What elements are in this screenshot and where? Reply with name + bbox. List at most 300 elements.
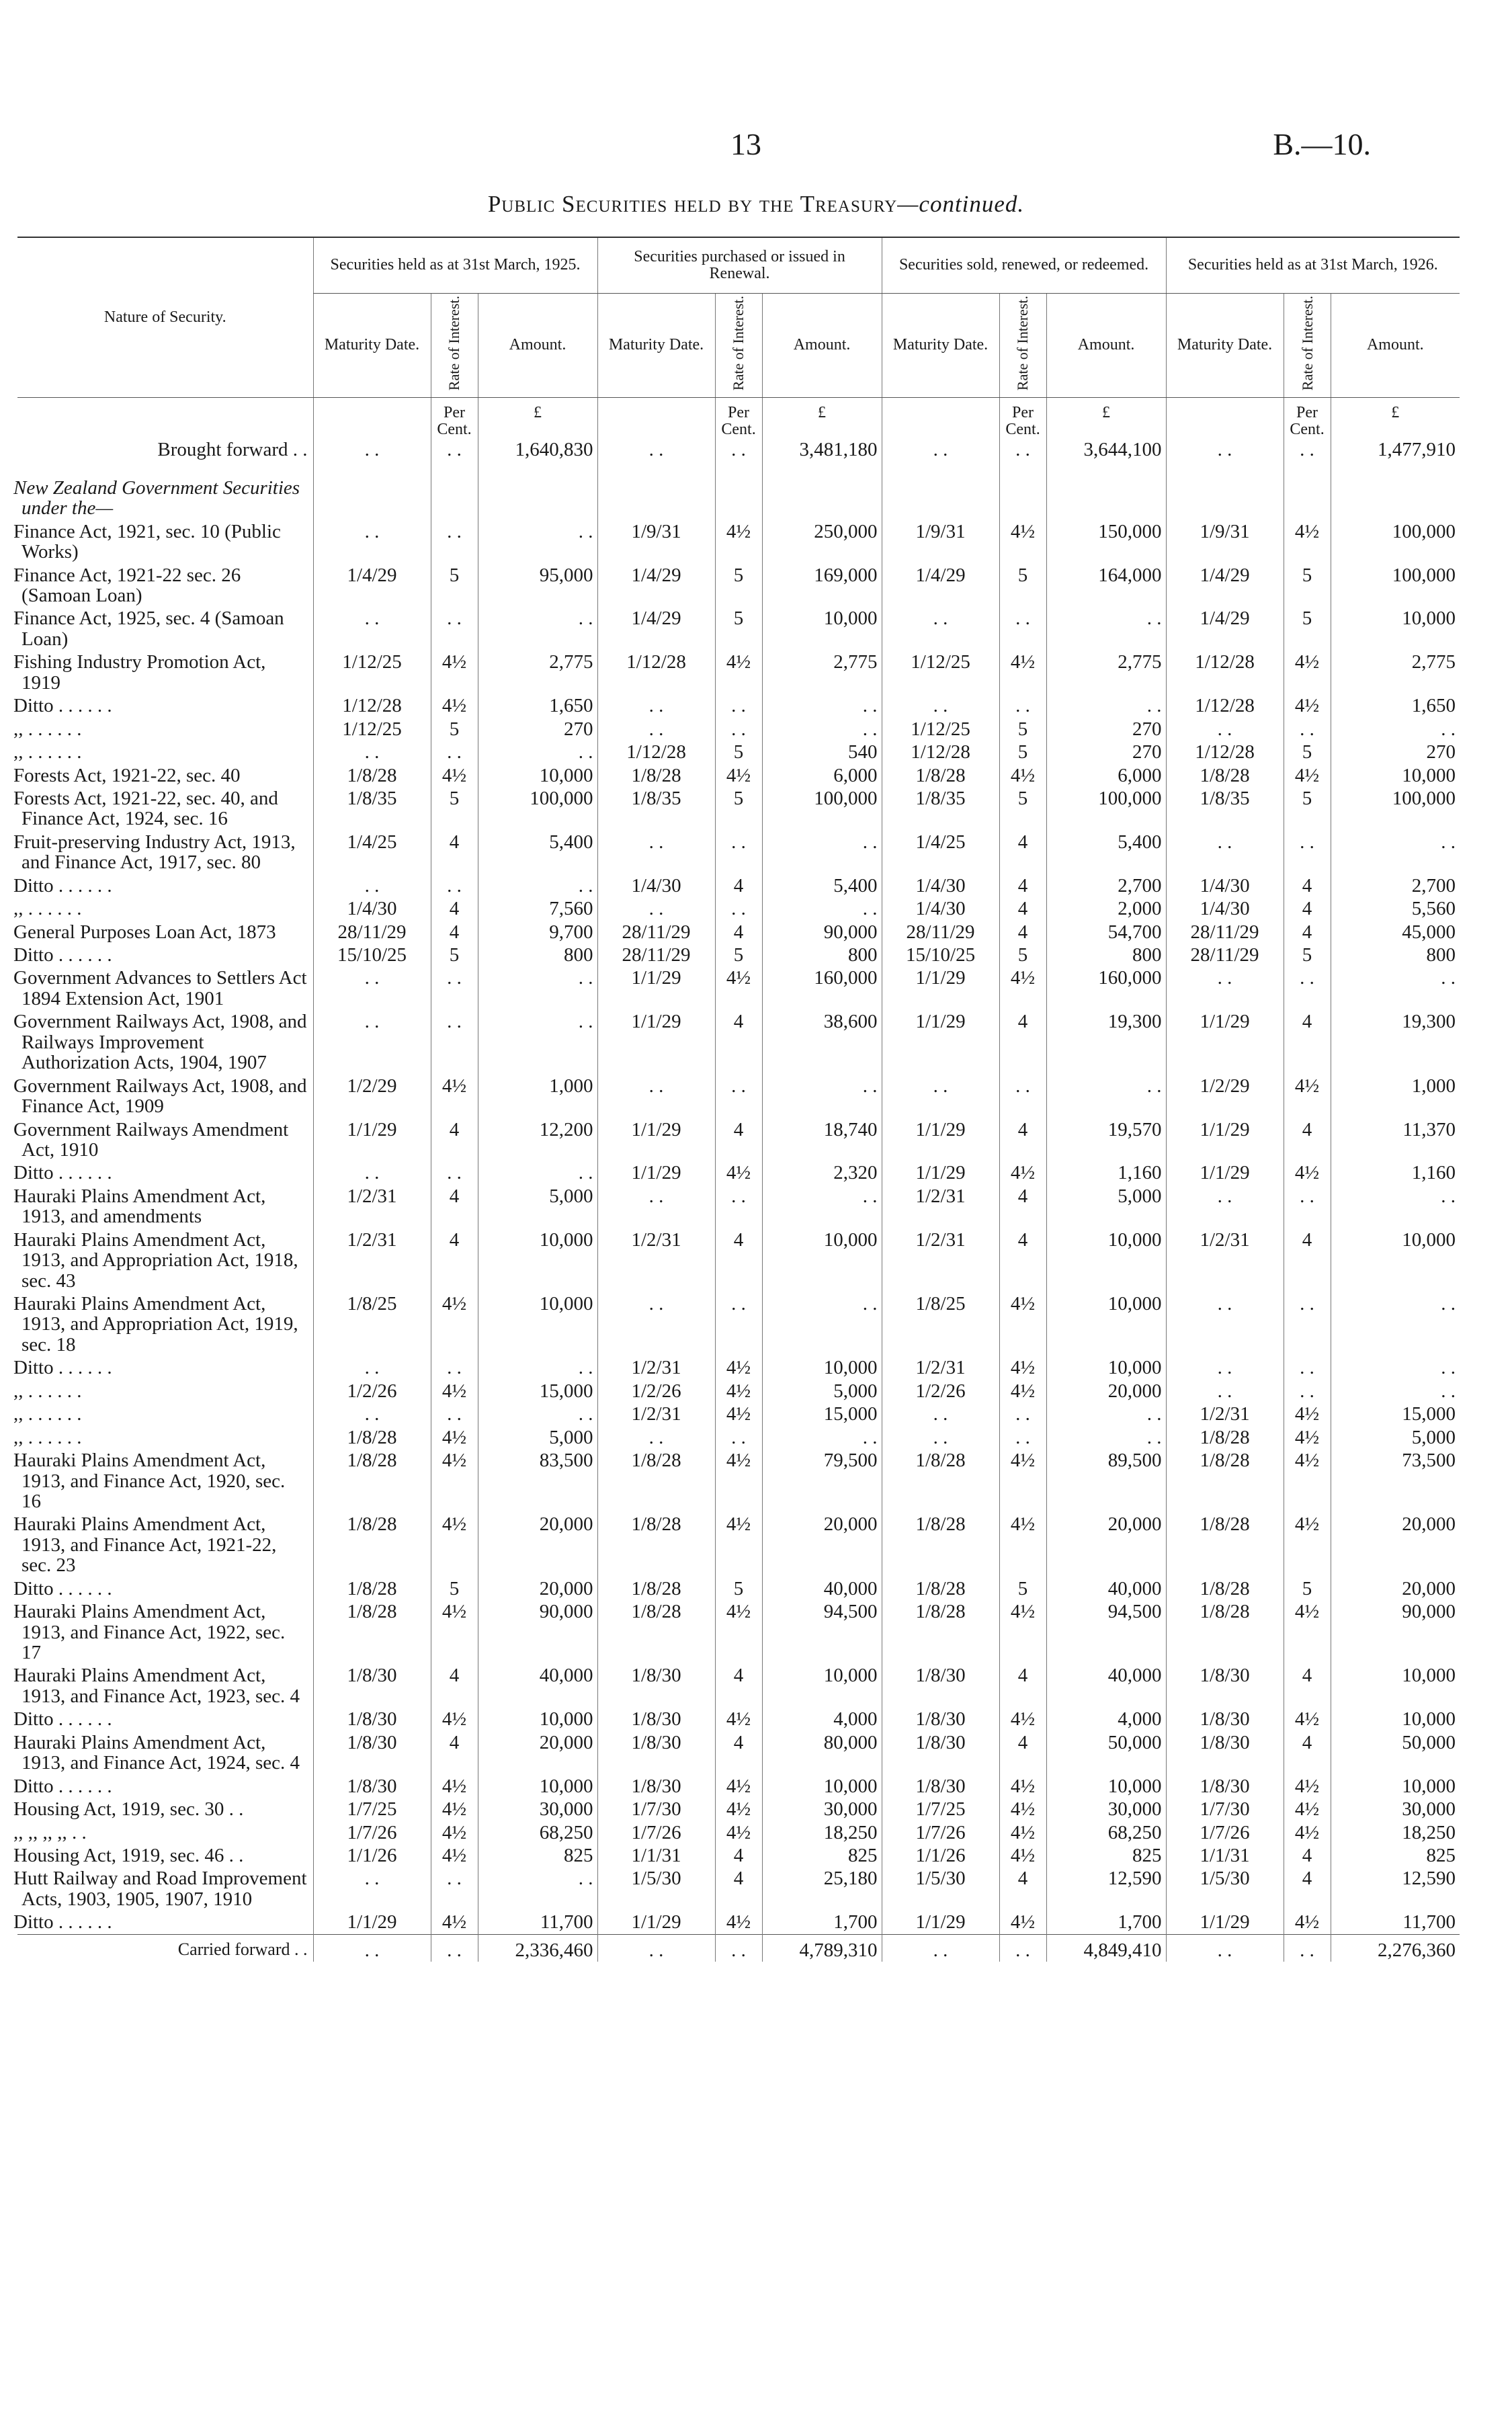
units-blank xyxy=(17,398,313,440)
held-1926-amount-cell: 1,650 xyxy=(1331,694,1460,717)
maturity-header: Maturity Date. xyxy=(1166,294,1284,398)
held-1926-rate-cell: . . xyxy=(1284,1934,1331,1962)
purchased-rate-cell: 4 xyxy=(715,1118,762,1162)
purchased-maturity-cell: 1/8/28 xyxy=(597,1449,715,1513)
held-1926-maturity-cell: 1/8/30 xyxy=(1166,1708,1284,1730)
held-1925-maturity-cell: 1/8/28 xyxy=(313,764,431,787)
purchased-maturity-cell: 1/8/28 xyxy=(597,764,715,787)
held-1925-amount-cell: . . xyxy=(478,1867,597,1911)
sold-maturity-cell: 1/8/28 xyxy=(882,764,999,787)
sold-maturity-cell: . . xyxy=(882,1934,999,1962)
sold-rate-cell: 4 xyxy=(999,1228,1046,1292)
table-row xyxy=(17,1356,1460,1379)
sold-amount-cell: 4,849,410 xyxy=(1046,1934,1166,1962)
security-name: Hauraki Plains Amendment Act, 1913, and Finance Act, 1924, sec. 4 xyxy=(13,1731,300,1774)
held-1926-rate-cell: 4½ xyxy=(1284,1403,1331,1425)
sold-amount-cell: 270 xyxy=(1046,718,1166,741)
table-row xyxy=(17,1911,1460,1934)
purchased-maturity-cell: 1/1/29 xyxy=(597,1010,715,1074)
sold-amount-cell: 150,000 xyxy=(1046,520,1166,564)
table-row xyxy=(17,1513,1460,1577)
held-1926-amount-cell: . . xyxy=(1331,1292,1460,1356)
purchased-amount-cell: . . xyxy=(762,1426,882,1449)
table-row xyxy=(17,1664,1460,1708)
table-row xyxy=(17,787,1460,831)
held-1925-rate-cell: 4½ xyxy=(431,1911,478,1934)
held-1926-amount-cell: 10,000 xyxy=(1331,607,1460,651)
held-1926-amount-cell: 11,370 xyxy=(1331,1118,1460,1162)
held-1925-maturity-cell: 1/2/31 xyxy=(313,1228,431,1292)
purchased-amount-cell: 20,000 xyxy=(762,1513,882,1577)
held-1925-rate-cell: 4½ xyxy=(431,1292,478,1356)
purchased-maturity-cell: . . xyxy=(597,718,715,741)
sold-maturity-cell: 1/8/30 xyxy=(882,1708,999,1730)
purchased-amount-cell: 10,000 xyxy=(762,607,882,651)
purchased-maturity-cell: 28/11/29 xyxy=(597,921,715,944)
held-1926-maturity-cell: 1/4/29 xyxy=(1166,564,1284,608)
held-1926-rate-cell: 4 xyxy=(1284,1731,1331,1775)
units-per-cent: Per Cent. xyxy=(431,398,478,440)
purchased-rate-cell: . . xyxy=(715,440,762,476)
purchased-maturity-cell: 1/7/26 xyxy=(597,1821,715,1844)
held-1925-rate-cell: 4½ xyxy=(431,764,478,787)
held-1925-rate-cell: . . xyxy=(431,1356,478,1379)
held-1926-maturity-cell: . . xyxy=(1166,718,1284,741)
held-1926-rate-cell: . . xyxy=(1284,1380,1331,1403)
held-1925-maturity-cell: . . xyxy=(313,607,431,651)
sold-rate-cell: 4½ xyxy=(999,520,1046,564)
held-1925-amount-cell: 5,000 xyxy=(478,1426,597,1449)
held-1926-amount-cell: . . xyxy=(1331,1356,1460,1379)
purchased-maturity-cell: . . xyxy=(597,1426,715,1449)
held-1925-rate-cell: 4½ xyxy=(431,651,478,694)
purchased-rate-cell: 4½ xyxy=(715,1911,762,1934)
purchased-rate-cell: 4 xyxy=(715,921,762,944)
purchased-amount-cell: 5,400 xyxy=(762,874,882,897)
table-row xyxy=(17,897,1460,920)
held-1925-rate-cell: . . xyxy=(431,1867,478,1911)
held-1925-amount-cell: . . xyxy=(478,520,597,564)
held-1926-maturity-cell: 1/8/28 xyxy=(1166,764,1284,787)
held-1925-rate-cell: 4½ xyxy=(431,1708,478,1730)
held-1925-maturity-cell: 1/4/30 xyxy=(313,897,431,920)
purchased-rate-cell: 4½ xyxy=(715,1356,762,1379)
sold-rate-cell: . . xyxy=(999,1403,1046,1425)
table-row xyxy=(17,1577,1460,1600)
held-1925-rate-cell xyxy=(431,476,478,520)
purchased-amount-cell: . . xyxy=(762,718,882,741)
sold-maturity-cell: 1/8/30 xyxy=(882,1731,999,1775)
security-name: ,, . . . . . . xyxy=(13,741,82,763)
security-name: Hauraki Plains Amendment Act, 1913, and Finance Act, 1923, sec. 4 xyxy=(13,1665,300,1707)
held-1925-maturity-cell: 15/10/25 xyxy=(313,944,431,966)
held-1925-maturity-cell: 1/12/25 xyxy=(313,718,431,741)
held-1926-maturity-cell: 1/1/29 xyxy=(1166,1161,1284,1184)
held-1925-rate-cell: 4½ xyxy=(431,1600,478,1664)
sold-amount-cell: 68,250 xyxy=(1046,1821,1166,1844)
purchased-amount-cell: 3,481,180 xyxy=(762,440,882,476)
sold-maturity-cell: 1/8/30 xyxy=(882,1775,999,1798)
sold-amount-cell xyxy=(1046,476,1166,520)
purchased-rate-cell: 5 xyxy=(715,1577,762,1600)
purchased-maturity-cell: 1/8/30 xyxy=(597,1731,715,1775)
held-1926-rate-cell: 5 xyxy=(1284,741,1331,763)
held-1925-rate-cell: 4 xyxy=(431,1185,478,1228)
sold-rate-cell: . . xyxy=(999,1426,1046,1449)
held-1925-amount-cell: . . xyxy=(478,874,597,897)
securities-table xyxy=(13,237,1460,1962)
held-1925-amount-cell: . . xyxy=(478,1356,597,1379)
held-1925-rate-cell: . . xyxy=(431,966,478,1010)
sold-rate-cell: 4½ xyxy=(999,651,1046,694)
held-1925-rate-cell: 4½ xyxy=(431,1380,478,1403)
held-1926-rate-cell: 4½ xyxy=(1284,1708,1331,1730)
held-1926-amount-cell: 100,000 xyxy=(1331,520,1460,564)
held-1925-amount-cell: 1,000 xyxy=(478,1075,597,1118)
purchased-amount-cell: 2,320 xyxy=(762,1161,882,1184)
held-1926-maturity-cell: 1/7/30 xyxy=(1166,1798,1284,1821)
held-1925-maturity-cell: 1/2/31 xyxy=(313,1185,431,1228)
held-1926-amount-cell xyxy=(1331,476,1460,520)
sold-maturity-cell: 1/8/35 xyxy=(882,787,999,831)
held-1925-amount-cell: 1,640,830 xyxy=(478,440,597,476)
sold-amount-cell: . . xyxy=(1046,1426,1166,1449)
held-1925-maturity-cell: 1/8/35 xyxy=(313,787,431,831)
held-1926-maturity-cell: . . xyxy=(1166,1934,1284,1962)
held-1926-rate-cell: 4½ xyxy=(1284,651,1331,694)
purchased-amount-cell: 15,000 xyxy=(762,1403,882,1425)
sold-rate-cell xyxy=(999,476,1046,520)
held-1925-maturity-cell: 1/12/28 xyxy=(313,694,431,717)
purchased-maturity-cell: 1/8/28 xyxy=(597,1513,715,1577)
held-1926-maturity-cell: . . xyxy=(1166,1380,1284,1403)
held-1925-amount-cell: . . xyxy=(478,966,597,1010)
held-1925-maturity-cell: . . xyxy=(313,520,431,564)
purchased-amount-cell: 160,000 xyxy=(762,966,882,1010)
held-1926-maturity-cell: 1/2/31 xyxy=(1166,1403,1284,1425)
held-1925-amount-cell: 83,500 xyxy=(478,1449,597,1513)
units-blank xyxy=(882,398,999,440)
security-name: Forests Act, 1921-22, sec. 40, and Finance Act, 1924, sec. 16 xyxy=(13,787,278,830)
units-pound: £ xyxy=(1046,398,1166,440)
held-1925-amount-cell: 12,200 xyxy=(478,1118,597,1162)
sold-maturity-cell: 1/2/31 xyxy=(882,1185,999,1228)
held-1925-rate-cell: . . xyxy=(431,520,478,564)
units-pound: £ xyxy=(478,398,597,440)
held-1926-rate-cell: 5 xyxy=(1284,1577,1331,1600)
sold-maturity-cell: 1/5/30 xyxy=(882,1867,999,1911)
security-name: Hauraki Plains Amendment Act, 1913, and Finance Act, 1920, sec. 16 xyxy=(13,1450,286,1512)
held-1925-maturity-cell: . . xyxy=(313,440,431,476)
held-1926-rate-cell: 4½ xyxy=(1284,764,1331,787)
sold-rate-cell: . . xyxy=(999,694,1046,717)
purchased-amount-cell: 1,700 xyxy=(762,1911,882,1934)
held-1926-maturity-cell: 1/12/28 xyxy=(1166,694,1284,717)
held-1926-amount-cell: . . xyxy=(1331,966,1460,1010)
table-row xyxy=(17,1600,1460,1664)
purchased-maturity-cell: . . xyxy=(597,1292,715,1356)
purchased-rate-cell: 4½ xyxy=(715,1821,762,1844)
held-1925-amount-cell: 10,000 xyxy=(478,1708,597,1730)
purchased-maturity-cell xyxy=(597,476,715,520)
purchased-rate-cell: . . xyxy=(715,694,762,717)
held-1925-rate-cell: 4 xyxy=(431,1118,478,1162)
held-1926-amount-cell: 5,000 xyxy=(1331,1426,1460,1449)
sold-rate-cell: 4½ xyxy=(999,1911,1046,1934)
held-1925-maturity-cell: . . xyxy=(313,966,431,1010)
held-1926-rate-cell: 4½ xyxy=(1284,1161,1331,1184)
held-1925-amount-cell: 20,000 xyxy=(478,1577,597,1600)
table-row xyxy=(17,921,1460,944)
security-name: Finance Act, 1921, sec. 10 (Public Works) xyxy=(13,520,281,563)
held-1925-rate-cell: . . xyxy=(431,607,478,651)
held-1925-maturity-cell: . . xyxy=(313,1403,431,1425)
held-1926-maturity-cell: 1/4/30 xyxy=(1166,897,1284,920)
amount-header: Amount. xyxy=(1046,294,1166,398)
amount-header: Amount. xyxy=(762,294,882,398)
table-row xyxy=(17,651,1460,694)
held-1925-rate-cell: 4½ xyxy=(431,694,478,717)
purchased-amount-cell: 18,250 xyxy=(762,1821,882,1844)
held-1926-maturity-cell: . . xyxy=(1166,1356,1284,1379)
held-1925-amount-cell: 68,250 xyxy=(478,1821,597,1844)
security-name: Ditto . . . . . . xyxy=(13,944,112,966)
security-name: ,, ,, ,, ,, . . xyxy=(13,1821,87,1843)
purchased-amount-cell: . . xyxy=(762,897,882,920)
table-row xyxy=(17,476,1460,520)
held-1926-rate-cell: . . xyxy=(1284,1185,1331,1228)
held-1925-rate-cell: 5 xyxy=(431,1577,478,1600)
sold-rate-cell: 4½ xyxy=(999,1798,1046,1821)
maturity-header: Maturity Date. xyxy=(313,294,431,398)
purchased-rate-cell: . . xyxy=(715,1934,762,1962)
security-name: Ditto . . . . . . xyxy=(13,1357,112,1379)
sold-amount-cell: 3,644,100 xyxy=(1046,440,1166,476)
sold-amount-cell: 19,300 xyxy=(1046,1010,1166,1074)
purchased-amount-cell: 6,000 xyxy=(762,764,882,787)
held-1926-amount-cell: 19,300 xyxy=(1331,1010,1460,1074)
purchased-rate-cell: . . xyxy=(715,1185,762,1228)
sold-rate-cell: 5 xyxy=(999,718,1046,741)
purchased-rate-cell: 4½ xyxy=(715,764,762,787)
security-name: ,, . . . . . . xyxy=(13,1403,82,1425)
held-1926-rate-cell: 4 xyxy=(1284,1844,1331,1867)
purchased-amount-cell: 2,775 xyxy=(762,651,882,694)
sold-rate-cell: 4 xyxy=(999,874,1046,897)
purchased-amount-cell: 80,000 xyxy=(762,1731,882,1775)
purchased-amount-cell: 10,000 xyxy=(762,1356,882,1379)
held-1925-amount-cell: 9,700 xyxy=(478,921,597,944)
held-1925-amount-cell: 10,000 xyxy=(478,1292,597,1356)
purchased-rate-cell: . . xyxy=(715,897,762,920)
sold-rate-cell: 4 xyxy=(999,1185,1046,1228)
held-1925-maturity-cell: 1/8/30 xyxy=(313,1708,431,1730)
held-1925-amount-cell: 100,000 xyxy=(478,787,597,831)
maturity-header: Maturity Date. xyxy=(597,294,715,398)
held-1925-rate-cell: . . xyxy=(431,440,478,476)
held-1925-amount-cell: . . xyxy=(478,1403,597,1425)
held-1926-amount-cell: 825 xyxy=(1331,1844,1460,1867)
purchased-rate-cell: 4½ xyxy=(715,1161,762,1184)
sold-rate-cell: 4½ xyxy=(999,1513,1046,1577)
held-1925-amount-cell: 2,336,460 xyxy=(478,1934,597,1962)
sold-rate-cell: 4 xyxy=(999,831,1046,874)
table-row xyxy=(17,1010,1460,1074)
purchased-rate-cell: 4 xyxy=(715,1228,762,1292)
held-1925-amount-cell: 10,000 xyxy=(478,1775,597,1798)
sold-rate-cell: 4 xyxy=(999,1010,1046,1074)
held-1926-maturity-cell: 1/8/30 xyxy=(1166,1664,1284,1708)
security-name: Hauraki Plains Amendment Act, 1913, and Finance Act, 1921-22, sec. 23 xyxy=(13,1513,277,1577)
held-1925-rate-cell: 4 xyxy=(431,1228,478,1292)
brought-forward-label: Brought forward . . xyxy=(157,439,308,461)
purchased-rate-cell: 4 xyxy=(715,1844,762,1867)
held-1926-amount-cell: 270 xyxy=(1331,741,1460,763)
sold-rate-cell: 4 xyxy=(999,1867,1046,1911)
sold-amount-cell: 6,000 xyxy=(1046,764,1166,787)
held-1926-maturity-cell: 28/11/29 xyxy=(1166,921,1284,944)
sold-maturity-cell: 1/8/28 xyxy=(882,1577,999,1600)
security-name: Ditto . . . . . . xyxy=(13,1708,112,1730)
held-1925-maturity-cell: 1/8/30 xyxy=(313,1664,431,1708)
sold-rate-cell: . . xyxy=(999,1934,1046,1962)
sold-amount-cell: 270 xyxy=(1046,741,1166,763)
held-1926-amount-cell: 1,160 xyxy=(1331,1161,1460,1184)
purchased-amount-cell: . . xyxy=(762,694,882,717)
held-1925-amount-cell xyxy=(478,476,597,520)
held-1925-maturity-cell: 1/1/26 xyxy=(313,1844,431,1867)
table-row xyxy=(17,1292,1460,1356)
purchased-amount-cell: 250,000 xyxy=(762,520,882,564)
purchased-maturity-cell: 28/11/29 xyxy=(597,944,715,966)
held-1925-amount-cell: 1,650 xyxy=(478,694,597,717)
table-row xyxy=(17,1449,1460,1513)
held-1926-amount-cell: 30,000 xyxy=(1331,1798,1460,1821)
held-1926-rate-cell: 5 xyxy=(1284,564,1331,608)
rate-header-text: Rate of Interest. xyxy=(446,296,463,391)
table-row xyxy=(17,741,1460,763)
purchased-amount-cell: . . xyxy=(762,831,882,874)
sold-amount-cell: 10,000 xyxy=(1046,1356,1166,1379)
purchased-maturity-cell: 1/1/29 xyxy=(597,966,715,1010)
purchased-amount-cell: 169,000 xyxy=(762,564,882,608)
held-1925-amount-cell: 15,000 xyxy=(478,1380,597,1403)
sold-amount-cell: 160,000 xyxy=(1046,966,1166,1010)
held-1926-amount-cell: 50,000 xyxy=(1331,1731,1460,1775)
table-row xyxy=(17,944,1460,966)
held-1926-rate-cell: 5 xyxy=(1284,944,1331,966)
held-1925-amount-cell: 800 xyxy=(478,944,597,966)
held-1926-rate-cell: 4½ xyxy=(1284,1075,1331,1118)
purchased-rate-cell: . . xyxy=(715,1292,762,1356)
security-name: Hauraki Plains Amendment Act, 1913, and Finance Act, 1922, sec. 17 xyxy=(13,1601,286,1663)
sold-rate-cell: 5 xyxy=(999,1577,1046,1600)
held-1926-rate-cell: 4 xyxy=(1284,874,1331,897)
held-1925-amount-cell: 95,000 xyxy=(478,564,597,608)
sold-amount-cell: 2,000 xyxy=(1046,897,1166,920)
held-1925-amount-cell: 30,000 xyxy=(478,1798,597,1821)
purchased-rate-cell: 4 xyxy=(715,1664,762,1708)
sold-maturity-cell: 1/1/29 xyxy=(882,1118,999,1162)
held-1925-rate-cell: 4½ xyxy=(431,1798,478,1821)
held-1925-maturity-cell: . . xyxy=(313,1934,431,1962)
purchased-maturity-cell: 1/5/30 xyxy=(597,1867,715,1911)
sold-amount-cell: 1,160 xyxy=(1046,1161,1166,1184)
held-1926-rate-cell: 4½ xyxy=(1284,1775,1331,1798)
sold-maturity-cell: . . xyxy=(882,1075,999,1118)
purchased-amount-cell: 4,000 xyxy=(762,1708,882,1730)
sold-maturity-cell: 1/8/28 xyxy=(882,1513,999,1577)
sold-amount-cell: 2,700 xyxy=(1046,874,1166,897)
table-row xyxy=(17,1867,1460,1911)
sold-rate-cell: 4½ xyxy=(999,1821,1046,1844)
held-1926-maturity-cell: 1/12/28 xyxy=(1166,741,1284,763)
held-1925-rate-cell: 4½ xyxy=(431,1844,478,1867)
security-name: Government Railways Amendment Act, 1910 xyxy=(13,1118,289,1161)
purchased-maturity-cell: 1/8/30 xyxy=(597,1664,715,1708)
purchased-amount-cell: 10,000 xyxy=(762,1664,882,1708)
sold-maturity-cell: 1/8/28 xyxy=(882,1600,999,1664)
purchased-maturity-cell: 1/1/31 xyxy=(597,1844,715,1867)
held-1926-rate-cell: 4½ xyxy=(1284,1513,1331,1577)
purchased-maturity-cell: 1/8/30 xyxy=(597,1775,715,1798)
purchased-maturity-cell: . . xyxy=(597,1075,715,1118)
held-1925-maturity-cell: . . xyxy=(313,874,431,897)
sold-rate-cell: 4½ xyxy=(999,1449,1046,1513)
sold-maturity-cell: 1/7/25 xyxy=(882,1798,999,1821)
amount-header: Amount. xyxy=(478,294,597,398)
held-1926-maturity-cell: 1/1/29 xyxy=(1166,1010,1284,1074)
sold-rate-cell: 4½ xyxy=(999,1708,1046,1730)
held-1925-amount-cell: 10,000 xyxy=(478,764,597,787)
purchased-rate-cell: . . xyxy=(715,831,762,874)
held-1926-maturity-cell: . . xyxy=(1166,440,1284,476)
sold-rate-cell: 4 xyxy=(999,1118,1046,1162)
held-1925-maturity-cell: 28/11/29 xyxy=(313,921,431,944)
held-1925-amount-cell: 270 xyxy=(478,718,597,741)
sold-amount-cell: 10,000 xyxy=(1046,1228,1166,1292)
sold-amount-cell: 40,000 xyxy=(1046,1577,1166,1600)
held-1926-rate-cell xyxy=(1284,476,1331,520)
group-header-sold: Securities sold, renewed, or redeemed. xyxy=(882,237,1166,294)
sold-amount-cell: 100,000 xyxy=(1046,787,1166,831)
purchased-amount-cell: 540 xyxy=(762,741,882,763)
held-1925-rate-cell: 5 xyxy=(431,787,478,831)
held-1925-rate-cell: . . xyxy=(431,1403,478,1425)
held-1925-rate-cell: 4½ xyxy=(431,1449,478,1513)
security-name: Government Advances to Settlers Act 1894 Extension Act, 1901 xyxy=(13,967,307,1009)
purchased-amount-cell: 10,000 xyxy=(762,1775,882,1798)
table-row xyxy=(17,874,1460,897)
held-1926-rate-cell: 4½ xyxy=(1284,1821,1331,1844)
sold-maturity-cell: 1/8/30 xyxy=(882,1664,999,1708)
purchased-amount-cell: . . xyxy=(762,1292,882,1356)
table-row xyxy=(17,607,1460,651)
purchased-rate-cell: 4½ xyxy=(715,1708,762,1730)
held-1926-rate-cell: . . xyxy=(1284,1356,1331,1379)
sold-amount-cell: . . xyxy=(1046,1075,1166,1118)
purchased-rate-cell: . . xyxy=(715,718,762,741)
sold-rate-cell: 4½ xyxy=(999,1775,1046,1798)
maturity-header: Maturity Date. xyxy=(882,294,999,398)
sold-amount-cell: 20,000 xyxy=(1046,1513,1166,1577)
held-1926-rate-cell: 4 xyxy=(1284,897,1331,920)
held-1925-rate-cell: 4 xyxy=(431,1731,478,1775)
held-1925-rate-cell: . . xyxy=(431,874,478,897)
held-1926-amount-cell: 10,000 xyxy=(1331,1228,1460,1292)
held-1926-rate-cell: 4 xyxy=(1284,921,1331,944)
security-name: Ditto . . . . . . xyxy=(13,1775,112,1797)
